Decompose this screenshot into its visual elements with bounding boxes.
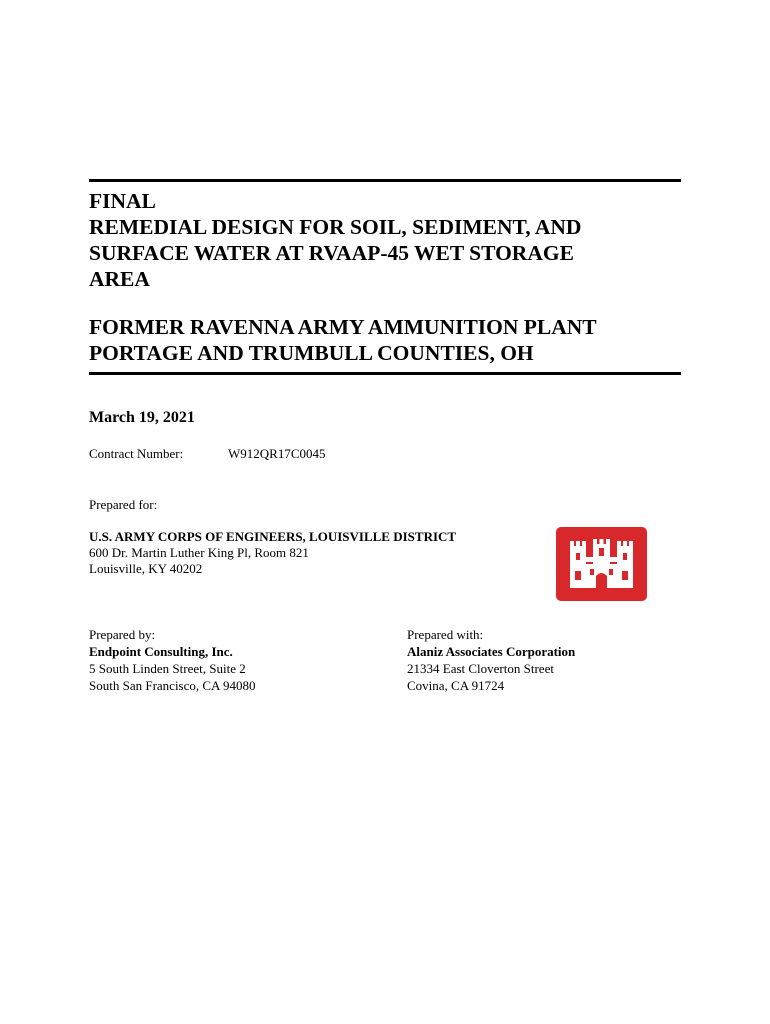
title-line: SURFACE WATER AT RVAAP-45 WET STORAGE [89, 241, 574, 265]
client-address-line: Louisville, KY 40202 [89, 561, 203, 576]
prepared-by-address-line: South San Francisco, CA 94080 [89, 678, 256, 693]
client-address-line: 600 Dr. Martin Luther King Pl, Room 821 [89, 545, 309, 560]
castle-icon [556, 527, 647, 601]
prepared-for-label: Prepared for: [89, 497, 158, 512]
prepared-with-label: Prepared with: [407, 627, 484, 642]
subtitle-line: PORTAGE AND TRUMBULL COUNTIES, OH [89, 341, 534, 365]
contract-number-value: W912QR17C0045 [228, 446, 326, 461]
prepared-with-address-line: 21334 East Cloverton Street [407, 661, 554, 676]
prepared-with-name: Alaniz Associates Corporation [407, 644, 576, 659]
prepared-with-block [407, 626, 575, 694]
title-top-rule [89, 179, 681, 182]
subtitle-line: FORMER RAVENNA ARMY AMMUNITION PLANT [89, 315, 597, 339]
title-bottom-rule [89, 372, 681, 375]
prepared-by-label: Prepared by: [89, 627, 156, 642]
contract-number-label: Contract Number: [89, 446, 184, 461]
prepared-by-block [89, 626, 255, 694]
title-line: REMEDIAL DESIGN FOR SOIL, SEDIMENT, AND [89, 215, 582, 239]
document-title [89, 188, 681, 366]
title-line-status: FINAL [89, 189, 156, 213]
prepared-with-address-line: Covina, CA 91724 [407, 678, 505, 693]
usace-logo [556, 527, 647, 601]
document-date: March 19, 2021 [89, 409, 195, 426]
title-line: AREA [89, 267, 150, 291]
prepared-by-address-line: 5 South Linden Street, Suite 2 [89, 661, 246, 676]
client-name: U.S. ARMY CORPS OF ENGINEERS, LOUISVILLE DISTRICT [89, 529, 457, 544]
prepared-by-name: Endpoint Consulting, Inc. [89, 644, 233, 659]
client-address-block [89, 529, 456, 577]
